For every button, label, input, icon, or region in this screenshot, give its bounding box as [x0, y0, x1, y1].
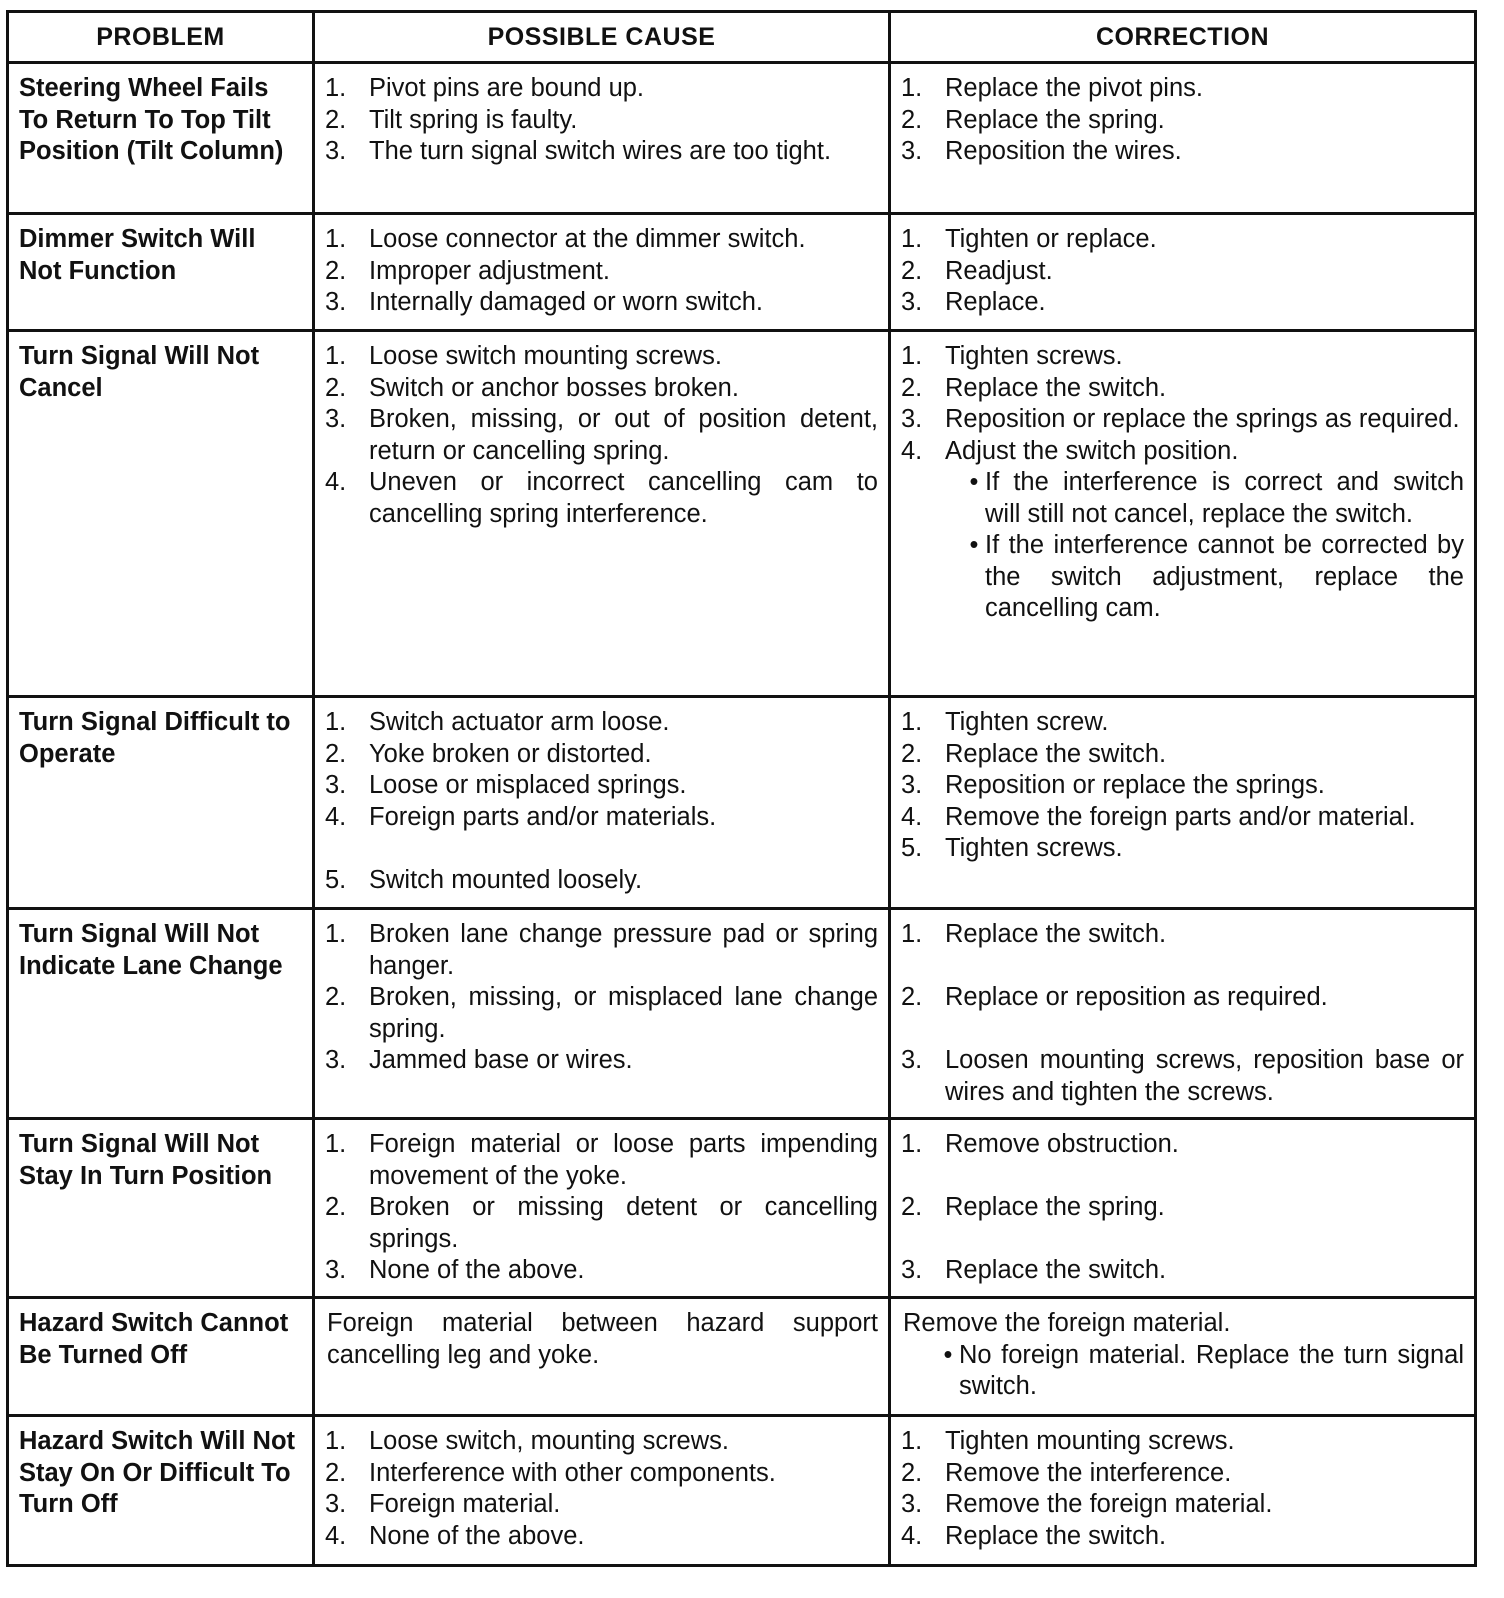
- spacer: [901, 1224, 1464, 1256]
- table-row: [8, 331, 1476, 697]
- correction-cell: [890, 331, 1476, 697]
- bullet-item: • If the interference is correct and switch will still not cancel, replace the switch.: [963, 467, 1464, 530]
- spacer: [901, 1161, 1464, 1193]
- cause-cell: [314, 63, 890, 214]
- correction-cell: [890, 63, 1476, 214]
- diagnosis-table: [6, 10, 1477, 1567]
- list-item: 1. Broken lane change pressure pad or spring hanger.: [325, 920, 878, 980]
- list-item: 4. Replace the switch.: [901, 1521, 1167, 1550]
- problem-cell: Hazard Switch Cannot Be Turned Off: [8, 1298, 314, 1416]
- sub-bullets: [901, 467, 1464, 625]
- list-item: 2. Interference with other components.: [325, 1458, 776, 1487]
- problem-cell: Turn Signal Will Not Cancel: [8, 331, 314, 697]
- cause-cell: [314, 1119, 890, 1298]
- list-item: 5. Tighten screws.: [901, 834, 1123, 862]
- list-item: 1. Tighten or replace.: [901, 225, 1157, 253]
- list-item: 1. Replace the pivot pins.: [901, 74, 1203, 102]
- list-item: 2. Replace the spring.: [901, 1193, 1165, 1221]
- list-item: 4. Remove the foreign parts and/or material.: [901, 802, 1416, 831]
- correction-cell: [890, 1416, 1476, 1566]
- bullet-icon: •: [969, 531, 979, 559]
- list-item: 1. Pivot pins are bound up.: [325, 74, 645, 102]
- sub-bullets: [903, 1340, 1464, 1403]
- list-item: 2. Broken, missing, or misplaced lane change spring.: [325, 983, 878, 1043]
- list-item: 1. Remove obstruction.: [901, 1130, 1179, 1158]
- table-row: [8, 1298, 1476, 1416]
- list-item: 4. Foreign parts and/or materials.: [325, 802, 717, 831]
- correction-cell: [890, 1298, 1476, 1416]
- cause-cell: [314, 1416, 890, 1566]
- table-row: [8, 1119, 1476, 1298]
- list-item: 3. Replace.: [901, 288, 1046, 316]
- list-item: 2. Replace or reposition as required.: [901, 983, 1328, 1011]
- list-item: 1. Tighten mounting screws.: [901, 1427, 1235, 1455]
- header-row: [8, 12, 1476, 63]
- problem-cell: Turn Signal Will Not Indicate Lane Change: [8, 909, 314, 1119]
- correction-text: Remove the foreign material.: [903, 1309, 1231, 1337]
- list-item: 3. The turn signal switch wires are too tight.: [325, 137, 832, 165]
- header-cause: POSSIBLE CAUSE: [314, 12, 890, 63]
- list-item: 4. None of the above.: [325, 1521, 585, 1550]
- list-item: 1. Replace the switch.: [901, 920, 1167, 948]
- list-item: 2. Broken or missing detent or cancelling springs.: [325, 1193, 878, 1253]
- list-item: 1. Loose switch mounting screws.: [325, 342, 722, 370]
- list-item: 3. None of the above.: [325, 1256, 585, 1284]
- header-problem: PROBLEM: [8, 12, 314, 63]
- list-item: 2. Replace the switch.: [901, 739, 1167, 768]
- list-item: 3. Foreign material.: [325, 1490, 561, 1518]
- list-item: 3. Reposition or replace the springs.: [901, 771, 1325, 799]
- cause-text: Foreign material between hazard support cancelling leg and yoke.: [327, 1309, 878, 1369]
- list-item: 2. Readjust.: [901, 256, 1053, 285]
- bullet-icon: •: [969, 468, 979, 496]
- problem-cell: Turn Signal Difficult to Operate: [8, 697, 314, 909]
- list-item: 3. Internally damaged or worn switch.: [325, 288, 764, 316]
- problem-cell: Turn Signal Will Not Stay In Turn Position: [8, 1119, 314, 1298]
- list-item: 2. Improper adjustment.: [325, 256, 610, 285]
- cause-cell: [314, 331, 890, 697]
- problem-cell: Steering Wheel Fails To Return To Top Tilt Position (Tilt Column): [8, 63, 314, 214]
- list-item: 2. Tilt spring is faulty.: [325, 105, 578, 134]
- list-item: 1. Loose connector at the dimmer switch.: [325, 225, 806, 253]
- correction-cell: [890, 909, 1476, 1119]
- list-item: 1. Loose switch, mounting screws.: [325, 1427, 729, 1455]
- list-item: 1. Foreign material or loose parts impending movement of the yoke.: [325, 1130, 878, 1190]
- correction-cell: [890, 697, 1476, 909]
- header-correction: CORRECTION: [890, 12, 1476, 63]
- list-item: 2. Yoke broken or distorted.: [325, 739, 652, 768]
- bullet-item: • If the interference cannot be corrected by the switch adjustment, replace the cancelling cam.: [963, 530, 1464, 625]
- cause-cell: [314, 909, 890, 1119]
- list-item: 2. Replace the spring.: [901, 105, 1165, 134]
- table-row: [8, 909, 1476, 1119]
- list-item: 3. Jammed base or wires.: [325, 1046, 633, 1074]
- table-row: [8, 214, 1476, 331]
- list-item: 2. Switch or anchor bosses broken.: [325, 373, 739, 402]
- list-item: 5. Switch mounted loosely.: [325, 865, 643, 894]
- correction-cell: [890, 214, 1476, 331]
- list-item: 3. Replace the switch.: [901, 1256, 1167, 1284]
- list-item: 3. Reposition the wires.: [901, 137, 1182, 165]
- list-item: 3. Loose or misplaced springs.: [325, 771, 687, 799]
- problem-cell: Hazard Switch Will Not Stay On Or Difficult To Turn Off: [8, 1416, 314, 1566]
- list-item: 4. Adjust the switch position.: [901, 436, 1239, 465]
- list-item: 2. Remove the interference.: [901, 1458, 1232, 1487]
- bullet-item: • No foreign material. Replace the turn signal switch.: [937, 1340, 1464, 1403]
- list-item: 1. Tighten screws.: [901, 342, 1123, 370]
- problem-cell: Dimmer Switch Will Not Function: [8, 214, 314, 331]
- table-row: [8, 1416, 1476, 1566]
- list-item: 1. Switch actuator arm loose.: [325, 708, 670, 736]
- cause-cell: [314, 214, 890, 331]
- cause-cell: [314, 697, 890, 909]
- list-item: 4. Uneven or incorrect cancelling cam to cancelling spring interference.: [325, 468, 878, 528]
- list-item: 3. Remove the foreign material.: [901, 1490, 1273, 1518]
- table-row: [8, 697, 1476, 909]
- spacer: [901, 1014, 1464, 1046]
- table-row: [8, 63, 1476, 214]
- list-item: 3. Reposition or replace the springs as required.: [901, 405, 1460, 433]
- cause-cell: [314, 1298, 890, 1416]
- correction-cell: [890, 1119, 1476, 1298]
- list-item: 3. Loosen mounting screws, reposition base or wires and tighten the screws.: [901, 1046, 1464, 1106]
- list-item: 1. Tighten screw.: [901, 708, 1109, 736]
- list-item: 2. Replace the switch.: [901, 373, 1167, 402]
- list-item: 3. Broken, missing, or out of position detent, return or cancelling spring.: [325, 405, 878, 465]
- spacer: [325, 833, 878, 865]
- spacer: [901, 951, 1464, 983]
- bullet-icon: •: [943, 1340, 953, 1369]
